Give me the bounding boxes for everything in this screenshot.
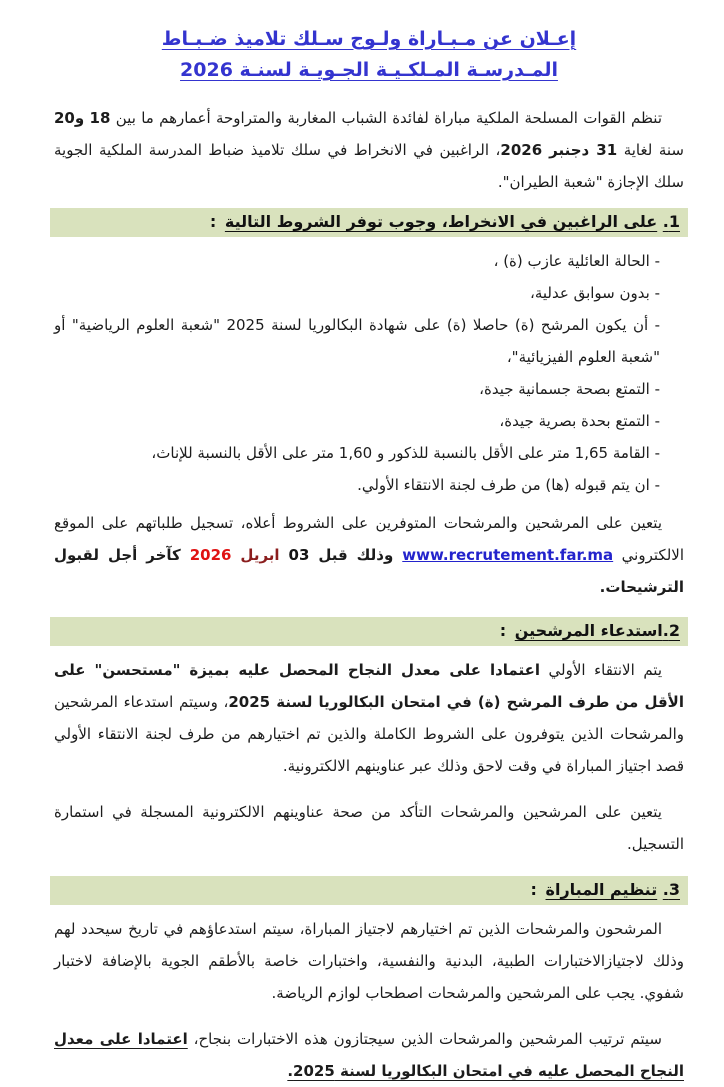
intro-paragraph — [54, 102, 684, 198]
section-2-title: استدعاء المرشحين — [514, 621, 663, 640]
condition-item-physical-health: - التمتع بصحة جسمانية جيدة، — [479, 380, 660, 398]
exam-organization-paragraph: المرشحون والمرشحات الذين تم اختيارهم لاجتياز المباراة، سيتم استدعاؤهم في تاريخ سيحدد لهم وذلك لاجتيازالاختبارات الطبية، البدنية والنفسية، واختبارات خاصة بالأطقم الجوية بالإضافة لاختبار شفوي. يجب على المرشحين والمرشحات اصطحاب لوازم الرياضة. — [54, 920, 684, 1002]
section-3-title: تنظيم المباراة — [545, 880, 658, 899]
section-1-title: على الراغبين في الانخراط، وجوب توفر الشروط التالية — [224, 212, 658, 231]
age-min: 18 — [89, 109, 111, 127]
selection-text-1: يتم الانتقاء الأولي — [540, 661, 662, 679]
conditions-list — [54, 245, 684, 501]
selection-text-2: ، وسيتم استدعاء المرشحين والمرشحات الذين يتوفرون على الشروط الكاملة والذين تم اختيارهم من طرف لجنة الانتقاء الأولي قصد اجتياز المباراة في وقت لاحق وذلك عبر عناوينهم الالكترونية. — [54, 693, 684, 775]
deadline-date: 31 دجنبر 2026 — [500, 141, 618, 159]
email-verification-paragraph: يتعين على المرشحين والمرشحات التأكد من صحة عناوينهم الالكترونية المسجلة في استمارة التسجيل. — [54, 803, 684, 853]
section-1-header — [50, 208, 688, 237]
section-3-header — [50, 876, 688, 905]
deadline-year: 2026 — [189, 546, 232, 564]
section-1-colon: : — [209, 212, 217, 231]
condition-item-vision: - التمتع بحدة بصرية جيدة، — [499, 412, 660, 430]
ranking-text-1: سيتم ترتيب المرشحين والمرشحات الذين سيجتازون هذه الاختبارات بنجاح، — [187, 1030, 662, 1048]
registration-text-2: وذلك قبل — [309, 546, 403, 564]
recruitment-url-link[interactable]: www.recrutement.far.ma — [402, 546, 614, 564]
section-2-colon: : — [499, 621, 507, 640]
age-max: و20 — [54, 109, 85, 127]
section-2-header — [50, 617, 688, 646]
ranking-criteria-bold-underlined: اعتمادا على معدل النجاح المحصل عليه في امتحان البكالوريا لسنة 2025. — [54, 1030, 684, 1080]
intro-text-3: سنة لغاية — [617, 141, 684, 159]
condition-item-baccalaureate: - أن يكون المرشح (ة) حاصلا (ة) على شهادة البكالوريا لسنة 2025 "شعبة العلوم الرياضية" أو "شعبة العلوم الفيزيائية"، — [54, 316, 660, 366]
registration-text-1: يتعين على المرشحين والمرشحات المتوفرين على الشروط أعلاه، تسجيل طلباتهم على الموقع الالكتروني — [54, 514, 684, 564]
title-line-1: إعـلان عن مـبـاراة ولـوج سـلك تلاميذ ضـبـاط — [161, 28, 577, 50]
deadline-day: 03 — [288, 546, 310, 564]
condition-item-committee-approval: - ان يتم قبوله (ها) من طرف لجنة الانتقاء الأولي. — [357, 476, 660, 494]
section-3-colon: : — [530, 880, 537, 899]
condition-item-record: - بدون سوابق عدلية، — [530, 284, 660, 302]
registration-text-3: كآخر أجل لقبول الترشيحات. — [54, 546, 684, 596]
deadline-month: ابريل — [231, 546, 289, 564]
selection-paragraph — [54, 654, 684, 782]
section-3-number: 3. — [662, 880, 680, 899]
title-line-2: المـدرسـة المـلكـيـة الجـويـة لسنـة 2026 — [180, 59, 558, 81]
section-2-number: 2. — [662, 621, 680, 640]
condition-item-height: - القامة 1,65 متر على الأقل بالنسبة للذكور و 1,60 متر على الأقل بالنسبة للإناث، — [151, 444, 660, 462]
selection-criteria-bold: اعتمادا على معدل النجاح المحصل عليه بميزة "مستحسن" على الأقل من طرف المرشح (ة) في امتحان البكالوريا لسنة 2025 — [54, 661, 684, 711]
ranking-paragraph — [54, 1023, 684, 1087]
document-title — [54, 24, 684, 86]
intro-text-1: تنظم القوات المسلحة الملكية مباراة لفائدة الشباب المغاربة والمتراوحة أعمارهم ما بين — [110, 109, 662, 127]
section-1-number: 1. — [662, 212, 680, 231]
intro-text-4: ، الراغبين في الانخراط في سلك تلاميذ ضباط المدرسة الملكية الجوية سلك الإجازة "شعبة الطيران". — [54, 141, 684, 191]
condition-item-marital: - الحالة العائلية عازب (ة) ، — [493, 252, 660, 270]
registration-paragraph — [54, 507, 684, 603]
